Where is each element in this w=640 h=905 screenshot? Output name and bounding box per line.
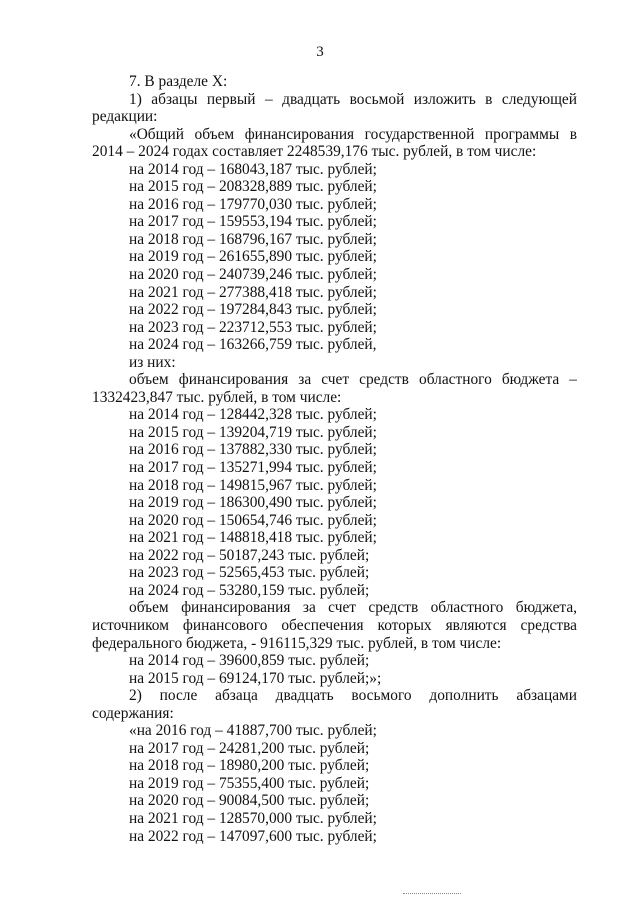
- text-line: на 2020 год – 240739,246 тыс. рублей;: [129, 266, 377, 284]
- text-line: на 2021 год – 148818,418 тыс. рублей;: [129, 529, 377, 547]
- text-line: на 2018 год – 18980,200 тыс. рублей;: [129, 757, 370, 775]
- text-line: из них:: [129, 353, 176, 371]
- text-line: на 2017 год – 159553,194 тыс. рублей;: [129, 213, 377, 231]
- text-line: на 2016 год – 137882,330 тыс. рублей;: [129, 441, 377, 459]
- text-line: на 2019 год – 261655,890 тыс. рублей;: [129, 248, 377, 266]
- text-line: объем финансирования за счет средств областного бюджета –: [129, 371, 577, 389]
- text-line: федерального бюджета, - 916115,329 тыс. рублей, в том числе:: [92, 634, 502, 652]
- text-line: на 2014 год – 128442,328 тыс. рублей;: [129, 406, 377, 424]
- text-line: 2014 – 2024 годах составляет 2248539,176 тыс. рублей, в том числе:: [92, 143, 537, 161]
- text-line: на 2024 год – 53280,159 тыс. рублей;: [129, 581, 370, 599]
- text-line: содержания:: [92, 704, 174, 722]
- text-line: на 2023 год – 52565,453 тыс. рублей;: [129, 564, 370, 582]
- text-line: на 2022 год – 147097,600 тыс. рублей;: [129, 827, 377, 845]
- text-line: на 2019 год – 186300,490 тыс. рублей;: [129, 494, 377, 512]
- text-line: «на 2016 год – 41887,700 тыс. рублей;: [129, 722, 377, 740]
- document-body: [92, 73, 577, 845]
- text-line: на 2015 год – 139204,719 тыс. рублей;: [129, 423, 377, 441]
- text-line: на 2022 год – 50187,243 тыс. рублей;: [129, 546, 370, 564]
- text-line: объем финансирования за счет средств областного бюджета,: [129, 599, 577, 617]
- text-line: на 2022 год – 197284,843 тыс. рублей;: [129, 301, 377, 319]
- text-line: на 2018 год – 168796,167 тыс. рублей;: [129, 230, 377, 248]
- text-line: на 2014 год – 39600,859 тыс. рублей;: [129, 652, 370, 670]
- text-line: на 2017 год – 24281,200 тыс. рублей;: [129, 739, 370, 757]
- text-line: на 2018 год – 149815,967 тыс. рублей;: [129, 476, 377, 494]
- scan-artifact-mark: [403, 893, 461, 896]
- text-line: на 2019 год – 75355,400 тыс. рублей;: [129, 774, 370, 792]
- text-line: на 2021 год – 277388,418 тыс. рублей;: [129, 283, 377, 301]
- text-line: источником финансового обеспечения которых являются средства: [92, 616, 577, 634]
- text-line: «Общий объем финансирования государственной программы в: [129, 125, 577, 143]
- text-line: на 2024 год – 163266,759 тыс. рублей,: [129, 336, 377, 354]
- text-line: на 2015 год – 69124,170 тыс. рублей;»;: [129, 669, 382, 687]
- page-number: 3: [316, 44, 324, 60]
- text-line: 1) абзацы первый – двадцать восьмой изложить в следующей: [129, 90, 577, 108]
- text-line: 7. В разделе X:: [129, 73, 228, 90]
- text-line: на 2015 год – 208328,889 тыс. рублей;: [129, 178, 377, 196]
- text-line: на 2017 год – 135271,994 тыс. рублей;: [129, 459, 377, 477]
- text-line: 2) после абзаца двадцать восьмого дополнить абзацами: [129, 687, 577, 705]
- text-line: на 2023 год – 223712,553 тыс. рублей;: [129, 318, 377, 336]
- text-line: на 2016 год – 179770,030 тыс. рублей;: [129, 195, 377, 213]
- text-line: редакции:: [92, 108, 158, 126]
- text-line: на 2020 год – 150654,746 тыс. рублей;: [129, 511, 377, 529]
- text-line: на 2014 год – 168043,187 тыс. рублей;: [129, 160, 377, 178]
- text-line: 1332423,847 тыс. рублей, в том числе:: [92, 388, 342, 406]
- text-line: на 2020 год – 90084,500 тыс. рублей;: [129, 792, 370, 810]
- text-line: на 2021 год – 128570,000 тыс. рублей;: [129, 809, 377, 827]
